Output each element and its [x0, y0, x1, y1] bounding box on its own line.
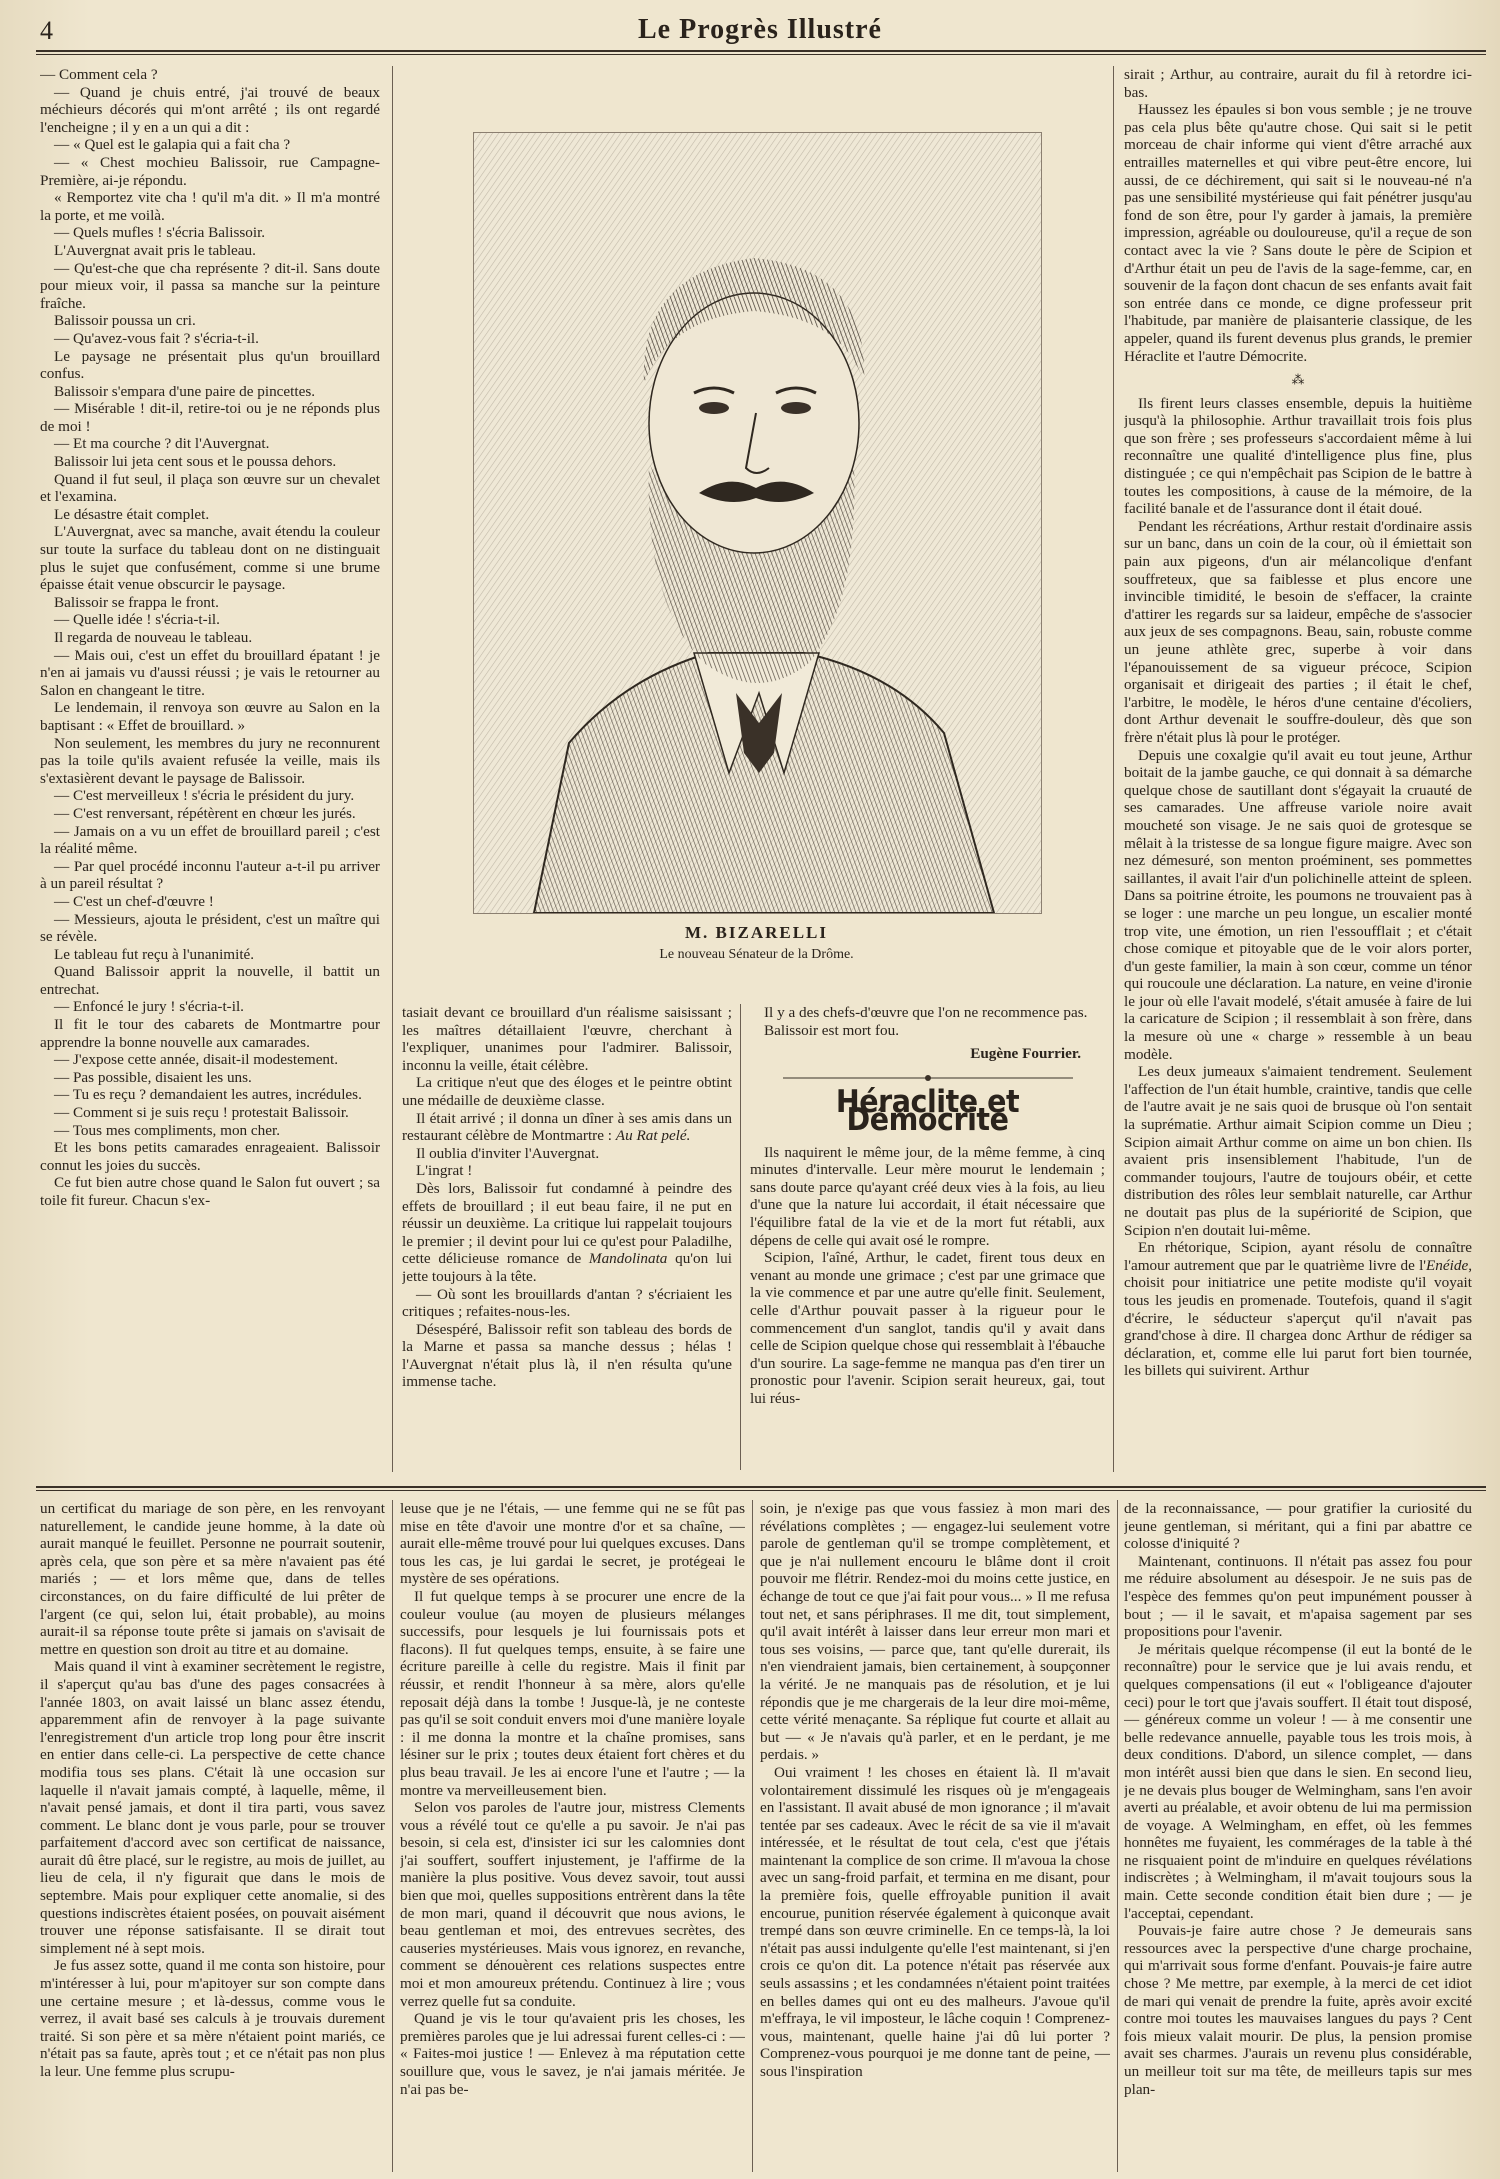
portrait-engraving [473, 132, 1042, 914]
paragraph: Balissoir poussa un cri. [54, 312, 196, 330]
paragraph: — C'est un chef-d'œuvre ! [54, 892, 214, 910]
paragraph: Balissoir s'empara d'une paire de pincettes. [54, 382, 316, 400]
page-number: 4 [40, 16, 53, 45]
page-header [40, 8, 1480, 50]
paragraph: Ils naquirent le même jour, de la même femme, à cinq minutes d'intervalle. Leur mère mourut le lendemain ; sans doute parce qu'ayant créé deux vies à la fois, au lieu d'une que la nature lui accordait, il était nécessaire que l'équilibre fatal de la vie et de la mort fut rétabli, aux dépens de celle qui avait osé le rompre. [750, 1143, 1105, 1249]
story-column-3 [750, 1004, 1105, 1470]
paragraph: — C'est renversant, répétèrent en chœur les jurés. [54, 804, 356, 822]
column-divider [392, 1500, 393, 2172]
paragraph: L'Auvergnat avait pris le tableau. [54, 241, 256, 259]
text-run: Dès lors, Balissoir fut condamné à peindre des effets de brouillard ; il eut beau faire, il ne put en réussir un deuxième. La critique lui rappelait toujours le premier ; il devint pour lui ce qu'est pour Paladilhe, cette délicieuse romance de [402, 1179, 732, 1268]
paragraph: Maintenant, continuons. Il n'était pas assez fou pour me réduire absolument au désespoir. Je ne suis pas de l'espèce des femmes qu'on peut impunément pousser à bout ; — il le savait, et m'apaisa sagement par ses propositions pour l'avenir. [1124, 1552, 1472, 1641]
paragraph: Selon vos paroles de l'autre jour, mistress Clements vous a révélé tout ce qu'elle a pu savoir. Je n'ai pas besoin, si cela est, d'insister ici sur les calomnies dont j'ai souffert, souffert injustement, je l'affirme de la manière la plus positive. Vous devez savoir, tout aussi bien que moi, quelles suppositions entrèrent dans la tête de mon mari, quand il découvrit que nous avions, le beau gentleman et moi, des entrevues secrètes, des causeries mystérieuses. Mais vous ignorez, en revanche, comment se dénouèrent ces relations suspectes entre moi et mon amoureux prétendu. Continuez à lire ; vous verrez quelle fut sa conduite. [400, 1799, 745, 2010]
article-column-4 [1124, 66, 1472, 1470]
paragraph: Le lendemain, il renvoya son œuvre au Salon en la baptisant : « Effet de brouillard. » [40, 699, 380, 734]
paragraph: — Quelle idée ! s'écria-t-il. [54, 611, 220, 629]
caption-subtitle: Le nouveau Sénateur de la Drôme. [659, 947, 854, 962]
paragraph: Quand je vis le tour qu'avaient pris les choses, les premières paroles que je lui adressai furent celles-ci : — « Faites-moi justice ! — Enlevez à ma réputation cette souillure que, vous le savez, je n'ai jamais méritée. Je n'ai pas be- [400, 2010, 745, 2098]
italic-text: Au Rat pelé. [615, 1127, 691, 1145]
paragraph: Ils firent leurs classes ensemble, depuis la huitième jusqu'à la philosophie. Arthur travaillait trois fois plus que son frère ; ses professeurs s'accordaient même à lui reconnaître une qualité d'intelligence plus fine, plus distinguée ; ce qui n'empêchait pas Scipion de le battre à toutes les compositions, à cause de la mémoire, de la facilité banale et de l'assurance dont il était doué. [1124, 394, 1472, 518]
section-rule [36, 1486, 1486, 1488]
paragraph: — Quand je chuis entré, j'ai trouvé de beaux méchieurs décorés qui m'ont arrêté ; ils ont regardé l'encheigne ; il y en a un qui a dit : [40, 83, 380, 136]
paragraph: Mais quand il vint à examiner secrètement le registre, il s'aperçut qu'au bas d'une des pages consacrées à l'année 1803, on avait laissé un blanc assez étendu, apparemment afin de renvoyer à la page suivante l'enregistrement d'un article trop long pour être inscrit en entier dans celle-ci. La perspective de cette chance modifia tous ses plans. C'était là une occasion sur laquelle il n'avait jamais compté, à laquelle, même, il n'avait pensé jamais, et dont il tira parti, vous savez comment. Le blanc dont je vous parle, pour se trouver parfaitement d'accord avec son certificat de naissance, aurait dû être placé, sur le registre, au mois de juillet, au lieu de cela, il n'y figurait que dans le mois de septembre. Mais pour expliquer cette anomalie, si des questions indiscrètes étaient posées, on pouvait aisément trouver une réponse satisfaisante. Il se dirait tout simplement né à sept mois. [40, 1658, 385, 1957]
paragraph: — Tous mes compliments, mon cher. [54, 1121, 281, 1139]
paragraph: Désespéré, Balissoir refit son tableau des bords de la Marne et passa sa manche dessus ; hélas ! l'Auvergnat n'était plus là, il n'en résulta qu'une immense tache. [402, 1320, 732, 1391]
paragraph: Il fit le tour des cabarets de Montmartre pour apprendre la bonne nouvelle aux camarades. [40, 1016, 380, 1051]
paragraph: — Comment cela ? [40, 66, 158, 83]
paragraph: Haussez les épaules si bon vous semble ; je ne trouve pas cela plus bête qu'autre chose. Qui sait si le petit morceau de chair informe qui vient d'être arraché aux entrailles maternelles et qui vibre peut-être encore, lui aussi, de ce déchirement, qui sait si le nouveau-né n'a pas une sensibilité mystérieuse qui fait pénétrer jusqu'au fond de son être, pour l'y garder à jamais, la première impression, agréable ou douloureuse, qu'il a reçue de son contact avec la vie ? Sans doute le père de Scipion et d'Arthur était un peu de l'avis de la sage-femme, car, en souvenir de la façon dont chacun de ses enfants avait fait son entrée dans ce monde, ce digne professeur prit l'habitude, par manière de plaisanterie classique, de les appeler, quand ils furent devenus plus grands, le premier Héraclite et l'autre Démocrite. [1124, 101, 1472, 365]
story-column-2 [402, 1004, 732, 1470]
paragraph: — Misérable ! dit-il, retire-toi ou je ne réponds plus de moi ! [40, 400, 380, 435]
paragraph: — Et ma courche ? dit l'Auvergnat. [54, 435, 270, 453]
paragraph: un certificat du mariage de son père, en les renvoyant naturellement, le candide jeune homme, à la date où aurait manqué le feuillet. Personne ne pourrait soutenir, après cela, que son père et sa mère n'avaient pas été mariés ; — et lors même que, dans de telles circonstances, on du faire difficulté de lui prêter de l'argent (ce qui, selon lui, était probable), au moins aurait-il sa réponse toute prête si jamais on s'avisait de mettre en question son droit au titre et au domaine. [40, 1500, 385, 1658]
paragraph: « Remportez vite cha ! qu'il m'a dit. » Il m'a montré la porte, et me voilà. [40, 189, 380, 224]
paragraph: Le désastre était complet. [54, 505, 210, 523]
paragraph: Depuis une coxalgie qu'il avait eu tout jeune, Arthur boitait de la jambe gauche, ce qui donnait à sa démarche quelque chose de sautillant dont s'égayait la cruauté de ses camarades. Une affreuse variole noire avait moucheté son visage. Je ne sais quoi de grotesque se mêlait à la tristesse de sa longue figure maigre. Avec son nez démesuré, son menton proéminent, ses pommettes saillantes, il avait l'air d'un polichinelle atteint de spleen. Dans sa poitrine étroite, les poumons ne trouvaient pas à se loger : une marche un peu longue, un escalier monté trop vite, une émotion, un rien l'essoufflait ; et c'était chose comique et pitoyable que de le voir alors porter, d'un geste familier, la main à son cœur, comme un ténor qui roucoule une déclaration. La nature, en veine d'ironie le jour où elle l'avait modelé, s'était amusée à faire de lui la caricature de Scipion ; il ressemblait à son frère, dans la mesure où une « charge » ressemble à un beau modèle. [1124, 746, 1472, 1063]
paragraph: — Par quel procédé inconnu l'auteur a-t-il pu arriver à un pareil résultat ? [40, 857, 380, 893]
paragraph: Il y a des chefs-d'œuvre que l'on ne recommence pas. [764, 1004, 1088, 1021]
paragraph: Non seulement, les membres du jury ne reconnurent pas la toile qu'ils avaient refusée la veille, mais ils s'extasièrent devant le paysage de Balissoir. [40, 734, 380, 787]
caption-name: M. BIZARELLI [684, 923, 829, 942]
paragraph: soin, je n'exige pas que vous fassiez à mon mari des révélations complètes ; — engagez-lui seulement votre parole de gentleman qu'il se trompe complètement, et que je n'ai nullement encouru le blâme dont il croit pouvoir me flétrir. Rendez-moi du moins cette justice, en échange de tout ce que j'ai fait pour vous... » Il me refusa tout net, et sans périphrases. Il me dit, tout simplement, qu'il avait intérêt à laisser dans leur erreur mon mari et tous ses voisins, — parce que, tant qu'elle durerait, ils n'en viendraient jamais, bien certainement, à soupçonner la vérité. Je ne manquais pas de résolution, et je lui répondis que je me chargerais de la leur dire moi-même, cette vérité menaçante. Sa réplique fut courte et allait au but — « Je n'avais qu'à parler, et en le perdant, je me perdais. » [760, 1500, 1110, 1764]
feuilleton-column-1 [40, 1500, 385, 2172]
column-divider [752, 1500, 753, 2172]
column-divider [1113, 66, 1114, 1472]
text-run: une petite modiste qu'il voyait tous les jeudis en promenade. Toutefois, quand il s'agit d'écrire, le séducteur s'aperçut qu'il n'avait pas grand'chose à dire. Il chargea donc Arthur de rédiger sa déclaration, et, comme elle lui parut fort bien tournée, les billets qui suivirent. Arthur [1124, 1274, 1472, 1380]
paragraph: — « Chest mochieu Balissoir, rue Campagne-Première, ai-je répondu. [40, 153, 380, 189]
paragraph: Il regarda de nouveau le tableau. [54, 629, 253, 646]
paragraph: — Messieurs, ajouta le président, c'est un maître qui se révèle. [40, 910, 380, 946]
paragraph: — Qu'est-che que cha représente ? dit-il. Sans doute pour mieux voir, il passa sa manche sur la peinture fraîche. [40, 259, 380, 312]
paragraph: — Pas possible, disaient les uns. [54, 1068, 252, 1086]
paragraph: Quand il fut seul, il plaça son œuvre sur un chevalet et l'examina. [40, 470, 380, 506]
section-rule-thin [36, 1490, 1486, 1491]
paragraph: Je fus assez sotte, quand il me conta son histoire, pour m'intéresser à lui, pour m'apitoyer sur son compte dans une certaine mesure ; et là-dessus, comme vous le verrez, il avait basé ses calculs à je trouvais durement traité. Si son père et sa mère n'étaient point mariés, ce n'était pas sa faute, après tout ; et ce n'était pas non plus la leur. Une femme plus scrupu- [40, 1957, 385, 2080]
paragraph: Pouvais-je faire autre chose ? Je demeurais sans ressources avec la perspective d'une charge prochaine, qui m'arrivait sous forme d'enfant. Pouvais-je faire autre chose ? Me mettre, par exemple, à la merci de cet idiot de mari qui venait de prendre la fuite, après avoir excité contre moi toutes les mauvaises langues du pays ? Cent fois mieux valait mourir. De plus, la pension promise avait ses charmes. J'aurais un revenu plus considérable, un meilleur toit sur ma tête, de meilleurs tapis sur mes plan- [1124, 1922, 1472, 2098]
paragraph: Ce fut bien autre chose quand le Salon fut ouvert ; sa toile fit fureur. Chacun s'ex- [40, 1174, 380, 1209]
paragraph: — Quels mufles ! s'écria Balissoir. [54, 224, 266, 242]
paragraph: Et les bons petits camarades enrageaient. Balissoir connut les joies du succès. [40, 1139, 380, 1174]
paragraph: Balissoir lui jeta cent sous et le poussa dehors. [54, 453, 337, 471]
journal-title: Le Progrès Illustré [638, 14, 882, 45]
paragraph: — Tu es reçu ? demandaient les autres, incrédules. [54, 1086, 362, 1104]
asterism-icon: ⁂ [1291, 372, 1305, 388]
paragraph: L'Auvergnat, avec sa manche, avait étendu la couleur sur toute la surface du tableau dont on ne distinguait plus le sujet que confusément, comme si une brume épaisse était venue obscurcir le paysage. [40, 523, 380, 594]
paragraph: Le tableau fut reçu à l'unanimité. [54, 945, 255, 963]
paragraph: — Où sont les brouillards d'antan ? s'écriaient les critiques ; refaites-nous-les. [402, 1285, 732, 1321]
paragraph: — Comment si je suis reçu ! protestait Balissoir. [54, 1104, 349, 1122]
author-signature: Eugène Fourrier. [970, 1045, 1081, 1063]
figure-caption [473, 923, 1040, 963]
paragraph: Je méritais quelque récompense (il eut la bonté de le reconnaître) pour le service que je lui avais rendu, et quelques compensations (il eut « l'obligeance d'ajouter ceci) pour le tort que j'avais souffert. Il était tout disposé, — généreux comme un voleur ! — à me consentir une belle redevance annuelle, payable tous les trois mois, à deux conditions. D'abord, un silence complet, — dans mon intérêt aussi bien que dans le sien. En second lieu, je ne devais plus bouger de Welmingham, sans l'en avoir averti au préalable, et avoir obtenu de lui ma permission de voyage. A Welmingham, en effet, où les femmes honnêtes me fuyaient, les commérages de la table à thé ne risquaient point de m'induire en quelques révélations indiscrètes ; à Welmingham, il m'avait toujours sous la main. Cette seconde condition était bien dure ; — je l'acceptai, cependant. [1124, 1640, 1472, 1922]
italic-text: Enéide [1426, 1256, 1469, 1274]
paragraph: Il fut quelque temps à se procurer une encre de la couleur voulue (au moyen de plusieurs mélanges successifs, pour lesquels je lui fournissais pots et flacons). Il fut quelques temps, ensuite, à se faire une écriture pareille à celle du registre. Mais il finit par réussir, et rendit l'honneur à sa mère, alors qu'elle reposait déjà dans la tombe ! Jusque-là, je ne conteste pas qu'il se soit conduit envers moi d'une manière loyale : il me donna la montre et la chaîne promises, sans lésiner sur le prix ; toutes deux étaient fort chères et du plus beau travail. Je les ai encore l'une et l'autre ; — la montre va merveilleusement bien. [400, 1587, 745, 1799]
paragraph: — Qu'avez-vous fait ? s'écria-t-il. [54, 329, 259, 347]
paragraph: Les deux jumeaux s'aimaient tendrement. Seulement l'affection de l'un était humble, craintive, tandis que celle de l'autre avait je ne sais quoi de brusque où l'on sentait la suprématie. Arthur aimait Scipion comme un Dieu ; Scipion aimait Arthur comme on aime un bon chien. Ils avaient pris insensiblement l'habitude, l'un de commander toujours, l'autre de toujours obéir, et cette distribution des rôles leur semblait naturelle, car Arthur ne doutait pas plus de la supériorité de Scipion, que Scipion n'en doutait lui-même. [1124, 1063, 1472, 1239]
paragraph: L'ingrat ! [416, 1162, 473, 1180]
paragraph [402, 1180, 732, 1286]
paragraph: Il oublia d'inviter l'Auvergnat. [416, 1144, 600, 1162]
paragraph: sirait ; Arthur, au contraire, aurait du fil à retordre ici-bas. [1124, 66, 1472, 101]
feuilleton-column-3 [760, 1500, 1110, 2172]
column-divider [392, 66, 393, 1472]
paragraph: leuse que je ne l'étais, — une femme qui ne se fût pas mise en tête d'avoir une montre d'or et sa chaîne, — aurait elle-même trouvé pour lui quelques excuses. Dans tous les cas, je lui gardai le secret, je protégeai le mystère de ses opérations. [400, 1500, 745, 1588]
text-run: , choisit pour initiatrice [1124, 1256, 1472, 1292]
story-column-1 [40, 66, 380, 1468]
paragraph: Le paysage ne présentait plus qu'un brouillard confus. [40, 347, 380, 383]
paragraph: — Enfoncé le jury ! s'écria-t-il. [54, 998, 244, 1016]
paragraph: Quand Balissoir apprit la nouvelle, il battit un entrechat. [40, 963, 380, 998]
column-divider [740, 1004, 741, 1470]
paragraph: Balissoir se frappa le front. [54, 593, 219, 611]
paragraph [402, 1110, 732, 1145]
feuilleton-column-4 [1124, 1500, 1472, 2172]
paragraph: — « Quel est le galapia qui a fait cha ? [54, 136, 291, 154]
paragraph: tasiait devant ce brouillard d'un réalisme saisissant ; les maîtres détaillaient l'œuvre, cherchant à l'expliquer, unanimes pour l'admirer. Balissoir, inconnu la veille, était célèbre. [402, 1004, 732, 1074]
header-rule-thin [36, 54, 1486, 55]
paragraph: Oui vraiment ! les choses en étaient là. Il m'avait volontairement dissimulé les risques où je m'engageais en l'assistant. Il avait abusé de mon ignorance ; il m'avait tentée par ses cadeaux. Avec le récit de sa vie il m'avait intéressée, et le résultat de tout cela, c'est que j'étais maintenant la complice de son crime. Il m'avoua la chose avec un sang-froid parfait, et termina en me disant, pour la première fois, quelle effroyable punition il avait encourue, punition réservée également à quiconque avait trempé dans son œuvre criminelle. En ce temps-là, la loi n'était pas aussi indulgente qu'elle l'est maintenant, si j'en crois ce qu'on dit. La potence n'était pas réservée aux seuls assassins ; et les condamnées n'étaient point traitées en belles dames qui ont eu des malheurs. J'avoue qu'il m'effraya, le vil imposteur, le lâche coquin ! Comprenez-vous, maintenant, quelle haine j'ai dû lui porter ? Comprenez-vous pourquoi je me donne tant de peine, — sous l'inspiration [760, 1763, 1110, 2080]
feuilleton-column-2 [400, 1500, 745, 2172]
paragraph: — J'expose cette année, disait-il modestement. [54, 1051, 339, 1069]
text-run: En rhétorique, Scipion, ayant résolu de connaître l'amour autrement que par le quatrième livre de l' [1124, 1239, 1472, 1274]
portrait-illustration [474, 133, 1041, 913]
paragraph: — Mais oui, c'est un effet du brouillard épatant ! je n'en ai jamais vu d'aussi réussi ; je vais le retourner au Salon en changeant le titre. [40, 646, 380, 699]
header-rule [36, 50, 1486, 52]
paragraph: Balissoir est mort fou. [764, 1021, 899, 1039]
paragraph: La critique n'eut que des éloges et le peintre obtint une médaille de deuxième classe. [402, 1074, 732, 1109]
article-title: Héraclite et Démocrite [835, 1084, 1020, 1138]
text-run: Il était arrivé ; il donna un dîner à ses amis dans un restaurant célèbre de Montmartre : [402, 1109, 732, 1145]
paragraph [1124, 1239, 1472, 1380]
paragraph: Scipion, l'aîné, Arthur, le cadet, firent tous deux en venant au monde une grimace ; c'est par une grimace que la vie commence et par une autre qu'elle finit. Seulement, celle d'Arthur pouvait passer à la rigueur pour le commencement d'un sanglot, tandis qu'il y avait dans celle de Scipion quelque chose qui ressemblait à l'ébauche d'un sourire. La sage-femme ne manqua pas d'en tirer un pronostic pour l'avenir. Scipion serait heureux, gai, tout lui réus- [750, 1249, 1105, 1407]
paragraph: — C'est merveilleux ! s'écria le président du jury. [54, 787, 355, 805]
paragraph: Pendant les récréations, Arthur restait d'ordinaire assis sur un banc, dans un coin de la cour, où il émiettait son pain aux pigeons, d'un air mélancolique d'enfant souffreteux, que sa faiblesse et plus encore une invincible timidité, le besoin de s'effacer, la crainte d'attirer les regards sur sa laideur, empêche de s'associer aux jeux de ses compagnons. Beau, sain, robuste comme un jeune athlète grec, superbe à voir dans l'épanouissement de sa vigueur précoce, Scipion organisait et dirigeait des parties ; il était le chef, l'arbitre, le modèle, le héros d'une centaine d'écoliers, dont Arthur devenait le souffre-douleur, dès que son frère n'était plus là pour le protéger. [1124, 517, 1472, 746]
text-run: qu'on lui jette toujours à la tête. [402, 1250, 732, 1285]
column-divider [1117, 1500, 1118, 2172]
paragraph: — Jamais on a vu un effet de brouillard pareil ; c'est la réalité même. [40, 822, 380, 858]
paragraph: de la reconnaissance, — pour gratifier la curiosité du jeune gentleman, si méritant, qui a fini par abattre ce colosse d'iniquité ? [1124, 1500, 1472, 1553]
italic-text: Mandolinata [588, 1250, 668, 1268]
